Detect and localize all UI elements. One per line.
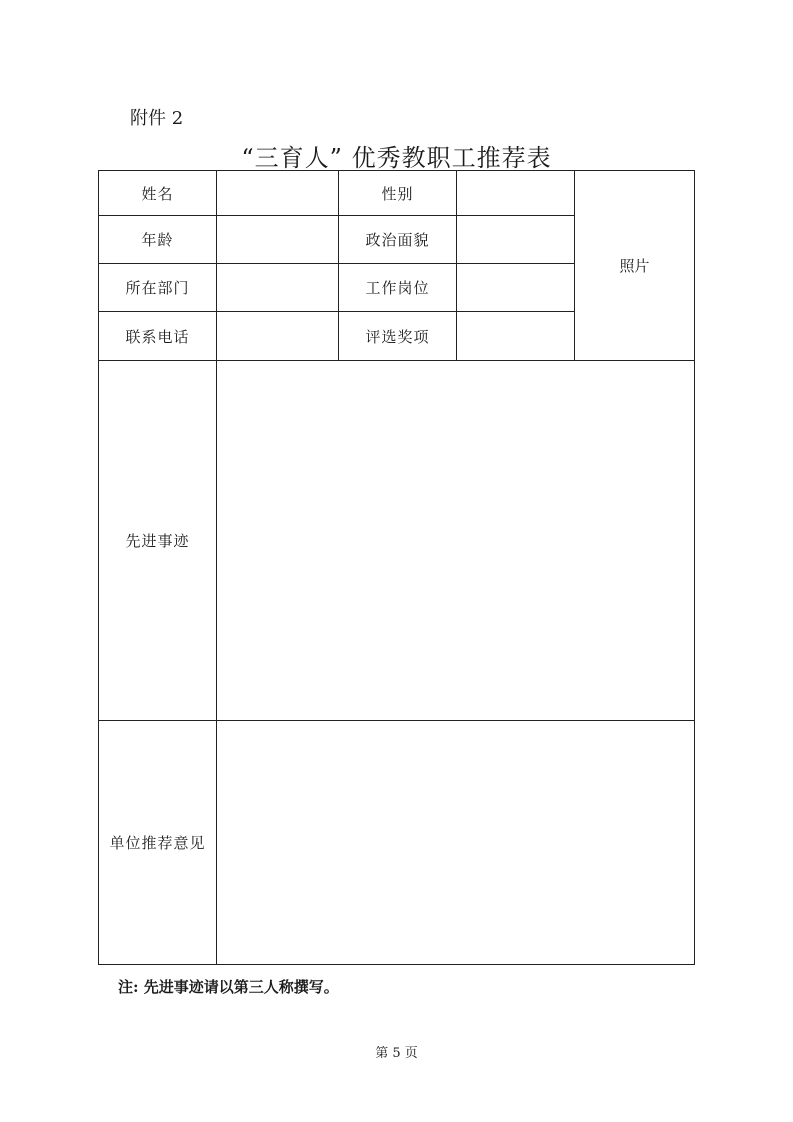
form-row-deeds — [99, 361, 695, 721]
political-field[interactable] — [457, 216, 575, 264]
attachment-label: 附件 2 — [130, 108, 184, 129]
political-label: 政治面貌 — [339, 216, 457, 264]
opinion-field[interactable] — [217, 721, 695, 965]
page-number: 第 5 页 — [375, 1046, 418, 1061]
photo-cell[interactable] — [575, 171, 695, 361]
opinion-label: 单位推荐意见 — [99, 721, 217, 965]
department-field[interactable] — [217, 264, 339, 312]
position-field[interactable] — [457, 264, 575, 312]
recommendation-form — [98, 170, 695, 965]
gender-label: 性别 — [339, 171, 457, 216]
phone-label: 联系电话 — [99, 312, 217, 361]
form-row-name — [99, 171, 695, 216]
award-field[interactable] — [457, 312, 575, 361]
age-label: 年龄 — [99, 216, 217, 264]
department-label: 所在部门 — [99, 264, 217, 312]
deeds-field[interactable] — [217, 361, 695, 721]
name-label: 姓名 — [99, 171, 217, 216]
age-field[interactable] — [217, 216, 339, 264]
form-row-opinion — [99, 721, 695, 965]
name-field[interactable] — [217, 171, 339, 216]
deeds-label: 先进事迹 — [99, 361, 217, 721]
photo-label: 照片 — [619, 257, 650, 275]
phone-field[interactable] — [217, 312, 339, 361]
form-title: “三育人” 优秀教职工推荐表 — [241, 144, 552, 172]
footnote: 注: 先进事迹请以第三人称撰写。 — [118, 978, 339, 996]
position-label: 工作岗位 — [339, 264, 457, 312]
award-label: 评选奖项 — [339, 312, 457, 361]
gender-field[interactable] — [457, 171, 575, 216]
